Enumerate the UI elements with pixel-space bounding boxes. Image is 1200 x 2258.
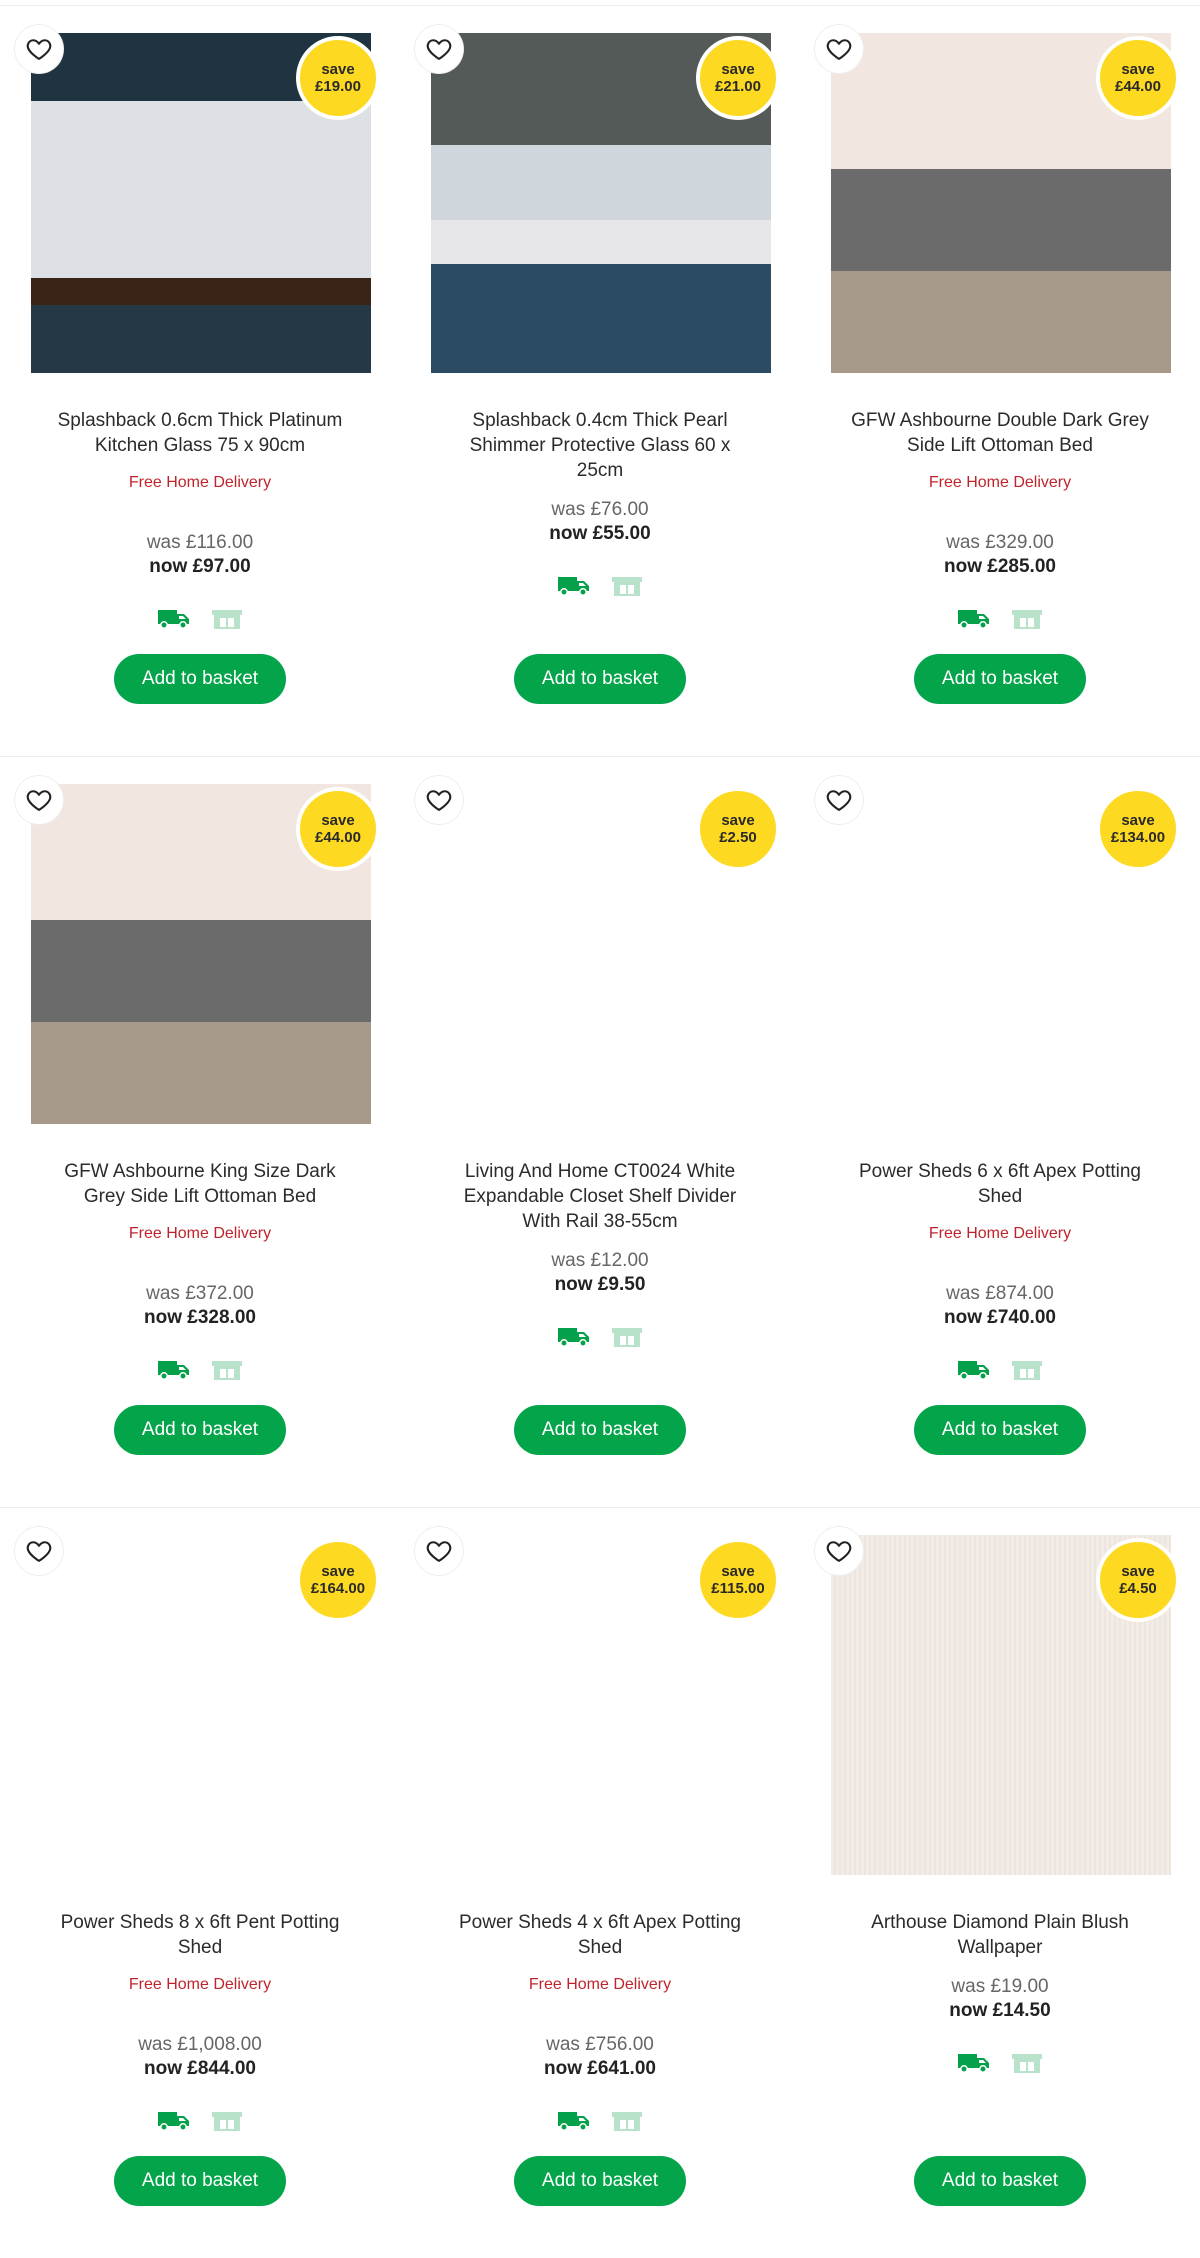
save-badge — [296, 36, 380, 120]
wishlist-button[interactable] — [15, 776, 63, 824]
was-price: was £76.00 — [551, 499, 649, 520]
click-and-collect-store-icon — [611, 1326, 643, 1348]
was-price: was £19.00 — [951, 1976, 1049, 1997]
click-and-collect-store-icon — [611, 575, 643, 597]
product-title[interactable]: Power Sheds 4 x 6ft Apex Potting Shed — [458, 1912, 741, 1958]
fulfilment-icons — [957, 608, 1043, 630]
save-badge — [696, 36, 780, 120]
save-badge-amount: £19.00 — [315, 78, 361, 95]
save-badge-label: save — [321, 1562, 355, 1580]
fulfilment-icons — [557, 1326, 643, 1348]
product-title[interactable]: Splashback 0.4cm Thick Pearl Shimmer Protective Glass 60 x 25cm — [469, 410, 731, 481]
heart-icon — [425, 786, 453, 814]
product-info — [0, 1878, 400, 2258]
product-card — [800, 6, 1200, 756]
free-delivery-label: Free Home Delivery — [128, 1225, 272, 1242]
heart-icon — [25, 35, 53, 63]
wishlist-button[interactable] — [415, 1527, 463, 1575]
heart-icon — [25, 786, 53, 814]
save-badge-label: save — [721, 60, 755, 78]
heart-icon — [825, 35, 853, 63]
add-to-basket-button[interactable]: Add to basket — [914, 2156, 1086, 2206]
free-delivery-label: Free Home Delivery — [128, 1976, 272, 1993]
product-image-area — [800, 757, 1200, 1127]
click-and-collect-store-icon — [1011, 2052, 1043, 2074]
click-and-collect-store-icon — [1011, 608, 1043, 630]
product-title[interactable]: Power Sheds 6 x 6ft Apex Potting Shed — [858, 1161, 1141, 1207]
product-info — [0, 1127, 400, 1507]
product-image-area — [800, 6, 1200, 376]
save-badge-amount: £2.50 — [719, 829, 757, 846]
product-title[interactable]: Splashback 0.6cm Thick Platinum Kitchen Glass 75 x 90cm — [57, 410, 343, 456]
save-badge-label: save — [721, 811, 755, 829]
product-title[interactable]: GFW Ashbourne Double Dark Grey Side Lift Ottoman Bed — [851, 410, 1149, 456]
save-badge-label: save — [321, 60, 355, 78]
product-image-area — [800, 1508, 1200, 1878]
was-price: was £874.00 — [946, 1283, 1054, 1304]
product-card — [400, 757, 800, 1507]
product-card — [800, 757, 1200, 1507]
save-badge-amount: £4.50 — [1119, 1580, 1157, 1597]
fulfilment-icons — [557, 575, 643, 597]
product-info — [800, 1127, 1200, 1507]
product-title[interactable]: Arthouse Diamond Plain Blush Wallpaper — [871, 1912, 1129, 1958]
wishlist-button[interactable] — [815, 25, 863, 73]
heart-icon — [25, 1537, 53, 1565]
add-to-basket-button[interactable]: Add to basket — [514, 2156, 686, 2206]
wishlist-button[interactable] — [815, 776, 863, 824]
was-price: was £116.00 — [146, 532, 254, 553]
click-and-collect-store-icon — [611, 2110, 643, 2132]
save-badge — [696, 1538, 780, 1622]
add-to-basket-button[interactable]: Add to basket — [914, 1405, 1086, 1455]
delivery-truck-icon — [957, 1359, 991, 1381]
free-delivery-label: Free Home Delivery — [928, 1225, 1072, 1242]
add-to-basket-button[interactable]: Add to basket — [114, 1405, 286, 1455]
delivery-truck-icon — [557, 575, 591, 597]
add-to-basket-button[interactable]: Add to basket — [514, 1405, 686, 1455]
product-info — [400, 1127, 800, 1507]
product-info — [0, 376, 400, 756]
now-price: now £740.00 — [944, 1307, 1056, 1328]
click-and-collect-store-icon — [211, 608, 243, 630]
product-info — [400, 376, 800, 756]
heart-icon — [425, 35, 453, 63]
click-and-collect-store-icon — [1011, 1359, 1043, 1381]
now-price: now £14.50 — [949, 2000, 1051, 2021]
fulfilment-icons — [157, 1359, 243, 1381]
save-badge-label: save — [321, 811, 355, 829]
product-title[interactable]: GFW Ashbourne King Size Dark Grey Side Lift Ottoman Bed — [64, 1161, 336, 1207]
save-badge — [696, 787, 780, 871]
save-badge-amount: £44.00 — [315, 829, 361, 846]
product-title[interactable]: Living And Home CT0024 White Expandable Closet Shelf Divider With Rail 38-55cm — [463, 1161, 737, 1232]
was-price: was £329.00 — [946, 532, 1054, 553]
save-badge — [1096, 787, 1180, 871]
was-price: was £12.00 — [551, 1250, 649, 1271]
wishlist-button[interactable] — [15, 25, 63, 73]
product-image-area — [400, 6, 800, 376]
add-to-basket-button[interactable]: Add to basket — [114, 2156, 286, 2206]
fulfilment-icons — [557, 2110, 643, 2132]
fulfilment-icons — [957, 1359, 1043, 1381]
save-badge-amount: £44.00 — [1115, 78, 1161, 95]
delivery-truck-icon — [957, 2052, 991, 2074]
click-and-collect-store-icon — [211, 1359, 243, 1381]
delivery-truck-icon — [157, 2110, 191, 2132]
product-info — [800, 1878, 1200, 2258]
now-price: now £55.00 — [549, 523, 651, 544]
save-badge-amount: £134.00 — [1110, 829, 1166, 846]
product-card — [0, 1508, 400, 2258]
product-card — [0, 757, 400, 1507]
save-badge-label: save — [1121, 1562, 1155, 1580]
save-badge — [1096, 36, 1180, 120]
product-card — [800, 1508, 1200, 2258]
save-badge-amount: £21.00 — [715, 78, 761, 95]
product-image-area — [400, 757, 800, 1127]
wishlist-button[interactable] — [415, 776, 463, 824]
save-badge — [296, 787, 380, 871]
now-price: now £9.50 — [554, 1274, 646, 1295]
save-badge-label: save — [1121, 60, 1155, 78]
delivery-truck-icon — [557, 2110, 591, 2132]
delivery-truck-icon — [157, 608, 191, 630]
now-price: now £328.00 — [144, 1307, 256, 1328]
product-image-area — [400, 1508, 800, 1878]
product-card — [0, 6, 400, 756]
product-info — [800, 376, 1200, 756]
add-to-basket-button[interactable]: Add to basket — [514, 654, 686, 704]
now-price: now £844.00 — [144, 2058, 256, 2079]
product-image-area — [0, 757, 400, 1127]
product-grid — [0, 6, 1200, 2258]
click-and-collect-store-icon — [211, 2110, 243, 2132]
product-title[interactable]: Power Sheds 8 x 6ft Pent Potting Shed — [60, 1912, 340, 1958]
save-badge-label: save — [721, 1562, 755, 1580]
save-badge-label: save — [1121, 811, 1155, 829]
save-badge-amount: £115.00 — [711, 1580, 765, 1597]
wishlist-button[interactable] — [415, 25, 463, 73]
now-price: now £285.00 — [944, 556, 1056, 577]
product-card — [400, 6, 800, 756]
wishlist-button[interactable] — [815, 1527, 863, 1575]
product-card — [400, 1508, 800, 2258]
now-price: now £641.00 — [544, 2058, 656, 2079]
now-price: now £97.00 — [149, 556, 251, 577]
delivery-truck-icon — [157, 1359, 191, 1381]
wishlist-button[interactable] — [15, 1527, 63, 1575]
free-delivery-label: Free Home Delivery — [928, 474, 1072, 491]
free-delivery-label: Free Home Delivery — [528, 1976, 672, 1993]
product-info — [400, 1878, 800, 2258]
fulfilment-icons — [957, 2052, 1043, 2074]
was-price: was £1,008.00 — [138, 2034, 262, 2055]
save-badge — [296, 1538, 380, 1622]
delivery-truck-icon — [957, 608, 991, 630]
product-image-area — [0, 6, 400, 376]
product-image-area — [0, 1508, 400, 1878]
add-to-basket-button[interactable]: Add to basket — [114, 654, 286, 704]
save-badge-amount: £164.00 — [310, 1580, 366, 1597]
fulfilment-icons — [157, 608, 243, 630]
delivery-truck-icon — [557, 1326, 591, 1348]
add-to-basket-button[interactable]: Add to basket — [914, 654, 1086, 704]
heart-icon — [825, 786, 853, 814]
fulfilment-icons — [157, 2110, 243, 2132]
heart-icon — [425, 1537, 453, 1565]
heart-icon — [825, 1537, 853, 1565]
free-delivery-label: Free Home Delivery — [128, 474, 272, 491]
was-price: was £372.00 — [146, 1283, 254, 1304]
save-badge — [1096, 1538, 1180, 1622]
was-price: was £756.00 — [546, 2034, 654, 2055]
